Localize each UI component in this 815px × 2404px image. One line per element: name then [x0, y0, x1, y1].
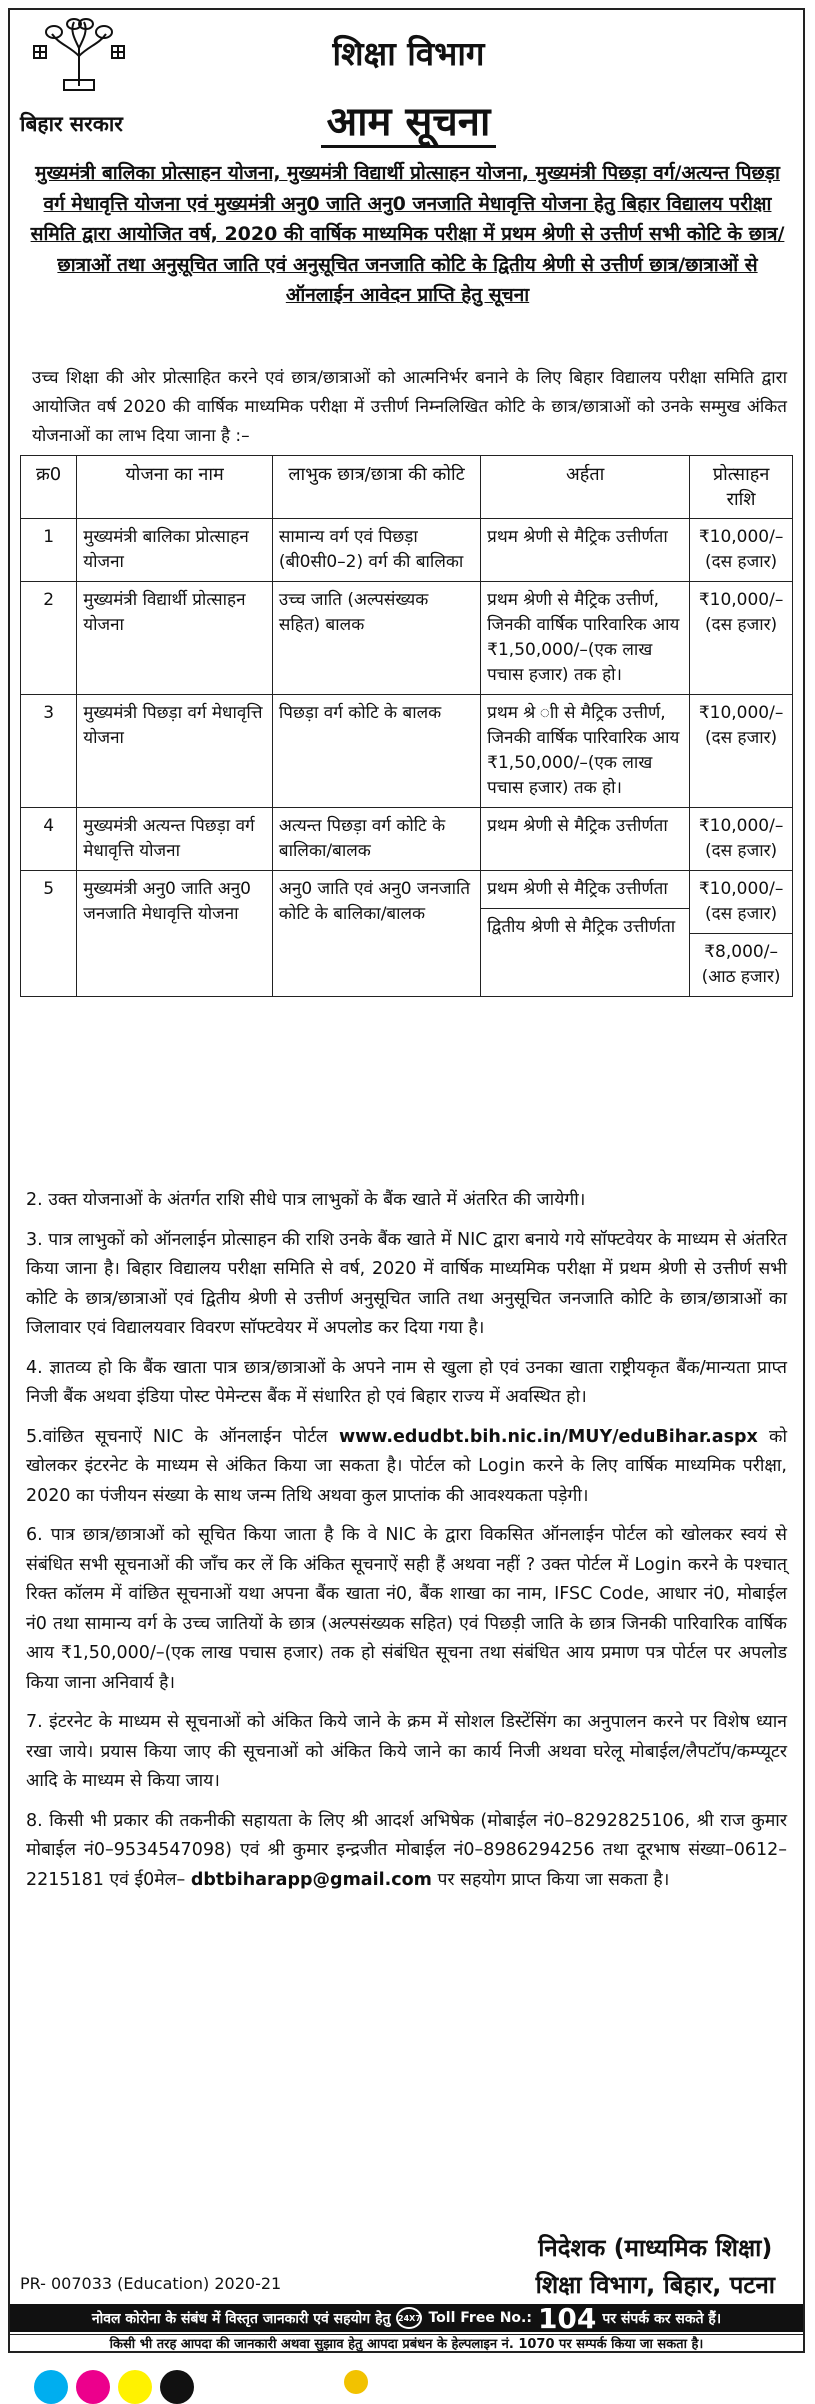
table-row — [21, 519, 793, 582]
amount-words-2: (आठ हजार) — [701, 967, 781, 987]
notice-page — [8, 8, 805, 2353]
black-mark-icon — [160, 2370, 194, 2404]
table-row — [21, 582, 793, 695]
row-sno: 1 — [21, 519, 77, 582]
yellow-mark-icon — [118, 2370, 152, 2404]
notice-title-text: आम सूचना — [321, 99, 497, 148]
row-amount — [690, 695, 793, 808]
notice-title — [10, 92, 807, 147]
row-eligibility: प्रथम श्रेणी से मैट्रिक उत्तीर्णता — [481, 808, 690, 871]
tollfree-number: 104 — [537, 2301, 597, 2335]
headline-text: मुख्यमंत्री बालिका प्रोत्साहन योजना, मुख्यमंत्री विद्यार्थी प्रोत्साहन योजना, मुख्यमंत्री पिछड़ा वर्ग/अत्यन्त पिछड़ा वर्ग मेधावृत्ति योजना एवं मुख्यमंत्री अनु0 जाति अनु0 जनजाति मेधावृत्ति योजना हेतु बिहार विद्यालय परीक्षा समिति द्वारा आयोजित वर्ष, 2020 की वार्षिक माध्यमिक परीक्षा में प्रथम श्रेणी से उत्तीर्ण सभी कोटि के छात्र/छात्राओं तथा अनुसूचित जाति एवं अनुसूचित जनजाति कोटि के द्वितीय श्रेणी से उत्तीर्ण छात्र/छात्राओं से ऑनलाईन आवेदन प्राप्ति हेतु सूचना — [30, 162, 785, 306]
amount-words: (दस हजार) — [705, 615, 778, 635]
notice-points — [26, 1186, 787, 1905]
row-beneficiary: उच्च जाति (अल्पसंख्यक सहित) बालक — [272, 582, 480, 695]
notice-headline — [24, 158, 791, 311]
row-scheme-name: मुख्यमंत्री बालिका प्रोत्साहन योजना — [77, 519, 273, 582]
table-row — [21, 871, 793, 997]
eligibility-first-division: प्रथम श्रेणी से मैट्रिक उत्तीर्णता — [487, 879, 668, 899]
tollfree-label: Toll Free No.: — [428, 2310, 532, 2326]
24x7-badge-icon: 24X7 — [396, 2307, 422, 2329]
row-amount — [690, 582, 793, 695]
corona-helpline-suffix: पर संपर्क कर सकते हैं। — [602, 2310, 722, 2327]
cyan-mark-icon — [34, 2370, 68, 2404]
header-sno: क्र0 — [21, 456, 77, 519]
row-amount — [690, 871, 793, 997]
amount-value: ₹10,000/– — [698, 590, 784, 610]
table-row — [21, 695, 793, 808]
row-amount — [690, 519, 793, 582]
signature-department: शिक्षा विभाग, बिहार, पटना — [535, 2271, 775, 2299]
row-sno: 2 — [21, 582, 77, 695]
small-yellow-mark-icon — [344, 2370, 368, 2394]
header-beneficiary: लाभुक छात्र/छात्रा की कोटि — [272, 456, 480, 519]
header-amount: प्रोत्साहन राशि — [690, 456, 793, 519]
point-8 — [26, 1807, 787, 1896]
print-color-marks — [14, 2362, 804, 2390]
corona-helpline-text: नोवल कोरोना के संबंध में विस्तृत जानकारी एवं सहयोग हेतु — [91, 2310, 391, 2327]
disaster-helpline-bar: किसी भी तरह आपदा की जानकारी अथवा सुझाव हेतु आपदा प्रबंधन के हेल्पलाइन नं. 1070 पर सम्पर्क किया जा सकता है। — [10, 2334, 803, 2354]
eligibility-second-division: द्वितीय श्रेणी से मैट्रिक उत्तीर्णता — [481, 908, 689, 940]
signature-designation: निदेशक (माध्यमिक शिक्षा) — [538, 2234, 773, 2262]
logo-caption: बिहार सरकार — [20, 112, 123, 136]
amount-words: (दस हजार) — [705, 841, 778, 861]
amount-words: (दस हजार) — [705, 552, 778, 572]
amount-value: ₹10,000/– — [698, 879, 784, 899]
portal-url-link[interactable]: www.edudbt.bih.nic.in/MUY/eduBihar.aspx — [338, 1426, 758, 1447]
point-8-text-b: पर सहयोग प्राप्त किया जा सकता है। — [431, 1869, 670, 1890]
amount-value: ₹10,000/– — [698, 816, 784, 836]
row-eligibility — [481, 871, 690, 997]
corona-helpline-bar — [10, 2301, 803, 2335]
row-scheme-name: मुख्यमंत्री विद्यार्थी प्रोत्साहन योजना — [77, 582, 273, 695]
row-sno: 5 — [21, 871, 77, 997]
signature-block — [536, 2230, 775, 2304]
row-beneficiary: सामान्य वर्ग एवं पिछड़ा (बी0सी0–2) वर्ग की बालिका — [272, 519, 480, 582]
point-8-text-a: 8. किसी भी प्रकार की तकनीकी सहायता के लिए श्री आदर्श अभिषेक (मोबाईल नं0–8292825106, श्री राज कुमार मोबाईल नं0–9534547098) एवं श्री कुमार इन्द्रजीत मोबाईल नं0–8986294256 तथा दूरभाष संख्या–0612–2215181 एवं ई0मेल– — [26, 1810, 787, 1890]
point-7: 7. इंटरनेट के माध्यम से सूचनाओं को अंकित किये जाने के क्रम में सोशल डिस्टेंसिंग का अनुपालन करने पर विशेष ध्यान रखा जाये। प्रयास किया जाए की सूचनाओं को अंकित किये जाने का कार्य निजी अथवा घरेलू मोबाईल/लैपटॉप/कम्प्यूटर आदि के माध्यम से किया जाय। — [26, 1712, 787, 1791]
row-beneficiary: पिछड़ा वर्ग कोटि के बालक — [272, 695, 480, 808]
row-beneficiary: अत्यन्त पिछड़ा वर्ग कोटि के बालिका/बालक — [272, 808, 480, 871]
amount-value-2: ₹8,000/– — [704, 942, 778, 962]
point-5 — [26, 1423, 787, 1512]
row-eligibility: प्रथम श्रे ाी से मैट्रिक उत्तीर्ण, जिनकी वार्षिक पारिवारिक आय ₹1,50,000/–(एक लाख पचास हजार) तक हो। — [481, 695, 690, 808]
header-eligibility: अर्हता — [481, 456, 690, 519]
row-amount — [690, 808, 793, 871]
schemes-table — [20, 455, 793, 997]
department-title: शिक्षा विभाग — [332, 34, 485, 73]
amount-words: (दस हजार) — [705, 904, 778, 924]
header-scheme-name: योजना का नाम — [77, 456, 273, 519]
pr-number: PR- 007033 (Education) 2020-21 — [20, 2274, 282, 2293]
row-eligibility: प्रथम श्रेणी से मैट्रिक उत्तीर्णता — [481, 519, 690, 582]
point-4: 4. ज्ञातव्य हो कि बैंक खाता पात्र छात्र/छात्राओं के अपने नाम से खुला हो एवं उनका खाता राष्ट्रीयकृत बैंक/मान्यता प्राप्त निजी बैंक अथवा इंडिया पोस्ट पेमेन्टस बैंक में संधारित हो एवं बिहार राज्य में अवस्थित हो। — [26, 1357, 787, 1407]
row-scheme-name: मुख्यमंत्री अत्यन्त पिछड़ा वर्ग मेधावृत्ति योजना — [77, 808, 273, 871]
point-5-text-b: को खोलकर इंटरनेट के माध्यम से अंकित किया जा सकता है। पोर्टल को Login करने के लिए वार्षिक माध्यमिक परीक्षा, 2020 का पंजीयन संख्या के साथ जन्म तिथि अथवा कुल प्राप्तांक की आवश्यकता पड़ेगी। — [26, 1426, 787, 1506]
point-3: 3. पात्र लाभुकों को ऑनलाईन प्रोत्साहन की राशि उनके बैंक खाते में NIC द्वारा बनाये गये सॉफ्टवेयर के माध्यम से अंतरित किया जाना है। बिहार विद्यालय परीक्षा समिति से वर्ष, 2020 में वार्षिक माध्यमिक परीक्षा में प्रथम श्रेणी से उत्तीर्ण सभी कोटि के छात्र/छात्राओं एवं द्वितीय श्रेणी से उत्तीर्ण अनुसूचित जाति तथा अनुसूचित जनजाति कोटि के छात्र/छात्राओं का जिलावार एवं विद्यालयवार विवरण सॉफ्टवेयर में अपलोड कर दिया गया है। — [26, 1229, 787, 1338]
amount-second-division — [690, 933, 792, 990]
point-5-text-a: 5.वांछित सूचनाऐं NIC के ऑनलाईन पोर्टल — [26, 1426, 339, 1447]
row-sno: 4 — [21, 808, 77, 871]
point-2: 2. उक्त योजनाओं के अंतर्गत राशि सीधे पात्र लाभुकों के बैंक खाते में अंतरित की जायेगी। — [26, 1190, 586, 1210]
magenta-mark-icon — [76, 2370, 110, 2404]
table-header-row — [21, 456, 793, 519]
row-eligibility: प्रथम श्रेणी से मैट्रिक उत्तीर्ण, जिनकी वार्षिक पारिवारिक आय ₹1,50,000/–(एक लाख पचास हजार) तक हो। — [481, 582, 690, 695]
table-row — [21, 808, 793, 871]
intro-paragraph: उच्च शिक्षा की ओर प्रोत्साहित करने एवं छात्र/छात्राओं को आत्मनिर्भर बनाने के लिए बिहार विद्यालय परीक्षा समिति द्वारा आयोजित वर्ष 2020 की वार्षिक माध्यमिक परीक्षा में उत्तीर्ण निम्नलिखित कोटि के छात्र/छात्राओं को उनके सम्मुख अंकित योजनाओं का लाभ दिया जाना है :– — [32, 368, 787, 446]
point-6: 6. पात्र छात्र/छात्राओं को सूचित किया जाता है कि वे NIC के द्वारा विकसित ऑनलाईन पोर्टल को खोलकर स्वयं से संबंधित सभी सूचनाओं की जाँच कर लें कि अंकित सूचनाऐं सही हैं अथवा नहीं ? उक्त पोर्टल में Login करने के पश्चात् रिक्त कॉलम में वांछित सूचनाओं यथा अपना बैंक खाता नं0, बैंक शाखा का नाम, IFSC Code, आधार नं0, मोबाईल नं0 तथा सामान्य वर्ग के उच्च जातियों के छात्र (अल्पसंख्यक सहित) एवं पिछड़ी जाति के छात्र जिनकी पारिवारिक वार्षिक आय ₹1,50,000/–(एक लाख पचास हजार) तक हो संबंधित सूचना तथा संबंधित आय प्रमाण पत्र पोर्टल पर अपलोड किया जाना अनिवार्य है। — [26, 1525, 787, 1693]
amount-words: (दस हजार) — [705, 728, 778, 748]
support-email-link[interactable]: dbtbiharapp@gmail.com — [190, 1869, 432, 1890]
row-scheme-name: मुख्यमंत्री पिछड़ा वर्ग मेधावृत्ति योजना — [77, 695, 273, 808]
row-sno: 3 — [21, 695, 77, 808]
amount-value: ₹10,000/– — [698, 703, 784, 723]
row-scheme-name: मुख्यमंत्री अनु0 जाति अनु0 जनजाति मेधावृत्ति योजना — [77, 871, 273, 997]
row-beneficiary: अनु0 जाति एवं अनु0 जनजाति कोटि के बालिका/बालक — [272, 871, 480, 997]
amount-value: ₹10,000/– — [698, 527, 784, 547]
